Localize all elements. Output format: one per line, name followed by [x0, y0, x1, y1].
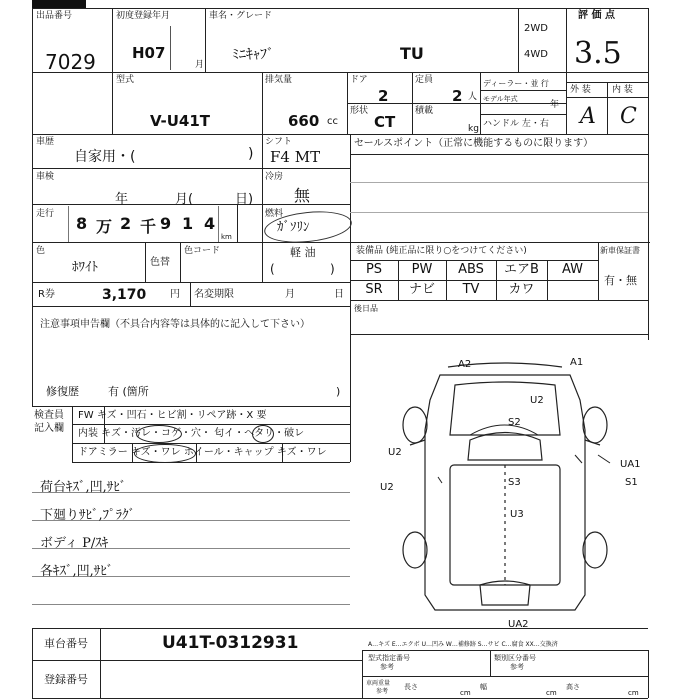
km-unit: km [221, 233, 232, 241]
chassis-label: 車台番号 [44, 637, 88, 650]
ref-model-label: 型式指定番号 [368, 654, 410, 662]
displacement-unit: cc [327, 116, 338, 127]
model-value: V-U41T [150, 112, 211, 130]
width-label: 幅 [480, 683, 487, 691]
diagram-mark: S2 [508, 417, 521, 428]
fuel-value: ｶﾞｿﾘﾝ [277, 220, 310, 235]
score-label: 評 価 点 [578, 10, 615, 21]
equipment-sr: SR [365, 282, 383, 297]
load-label: 積載 [415, 106, 434, 116]
diagram-mark: U2 [380, 482, 394, 493]
handwritten-note: ボディ P/ｽｷ [40, 536, 109, 551]
lot-number: 7029 [45, 50, 96, 74]
exterior-grade: A [580, 104, 596, 129]
displacement-label: 排気量 [265, 75, 293, 85]
capacity-unit: 人 [468, 92, 478, 102]
inspection-day-unit: 日) [235, 192, 254, 207]
shape-label: 形状 [350, 106, 369, 116]
inspection-month-unit: 月( [175, 192, 194, 207]
name-change-month: 月 [285, 289, 295, 300]
equipment-label: 装備品 (純正品に限り○をつけてください) [356, 246, 527, 256]
diagram-mark: S3 [508, 477, 521, 488]
name-change-day: 日 [334, 289, 344, 300]
shift-label: シフト [265, 137, 293, 147]
inspector-label-1: 検査員 [34, 410, 64, 421]
door-value: 2 [378, 87, 389, 105]
first-reg-value: H07 [132, 44, 166, 62]
color-value: ﾎﾜｲﾄ [72, 260, 98, 275]
equipment-airbag: エアB [504, 262, 539, 277]
handwritten-note: 各ｷｽﾞ,凹,ｻﾋﾞ [40, 564, 114, 579]
diagram-mark: A1 [570, 357, 584, 368]
vehicle-damage-diagram [370, 345, 660, 635]
first-reg-month-unit: 月 [195, 60, 205, 70]
inspector-row-interior: 内装 キズ・汚レ・コゲ・穴・ 匂イ・へタリ・破レ [78, 428, 305, 439]
sales-point-label: セールスポイント（正常に機能するものに限ります） [354, 138, 594, 149]
length-unit: cm [460, 689, 471, 697]
mileage-digit: 2 [120, 214, 132, 233]
history-value: 自家用・( [74, 149, 136, 165]
door-label: ドア [350, 75, 368, 85]
length-label: 長さ [404, 683, 418, 691]
handle-label: ハンドル 左・右 [483, 119, 549, 129]
ac-label: 冷房 [265, 172, 284, 182]
color-change-label: 色替 [150, 257, 170, 268]
lot-label: 出品番号 [36, 11, 73, 21]
diagram-legend: A…キズ E…エクボ U…凹み W…補修跡 S…サビ C…腐食 XX…交換済 [368, 641, 558, 648]
r-unit: 円 [170, 289, 180, 300]
r-label: R券 [38, 289, 55, 300]
diagram-mark: S1 [625, 477, 638, 488]
interior-label: 内 装 [612, 85, 633, 95]
fuel-paren-open: ( [270, 262, 275, 276]
mileage-digit: 4 [204, 214, 216, 233]
equipment-pw: PW [411, 262, 433, 277]
diagram-mark: U2 [530, 395, 544, 406]
capacity-label: 定員 [415, 75, 434, 85]
ref-weight-label: 車両重量 [366, 680, 391, 687]
equipment-ps: PS [365, 262, 383, 277]
grade: TU [400, 44, 424, 63]
history-close: ) [248, 146, 254, 162]
warranty-value: 有・無 [604, 274, 637, 287]
inspection-label: 車検 [36, 172, 55, 182]
mileage-digit: 9 [160, 214, 172, 233]
interior-grade: C [620, 104, 637, 129]
car-name-label: 車名・グレード [209, 11, 273, 21]
mileage-digit: 万 [96, 217, 113, 236]
handwritten-note: 下廻りｻﾋﾞ,ﾌﾟﾗｸﾞ [40, 508, 136, 523]
history-label: 車歴 [36, 137, 55, 147]
height-label: 高さ [566, 683, 580, 691]
equipment-abs: ABS [458, 262, 484, 277]
mileage-label: 走行 [36, 209, 55, 219]
car-name: ﾐﾆｷｬﾌﾞ [232, 47, 274, 63]
equipment-leather: カワ [508, 282, 535, 297]
ref-class-sub: 参考 [510, 663, 524, 671]
handwritten-note: 荷台ｷｽﾞ,凹,ｻﾋﾞ [40, 480, 127, 495]
dealer-label: ディーラー・並 行 [483, 79, 549, 88]
inspection-year-unit: 年 [115, 192, 129, 207]
model-year-unit: 年 [550, 100, 560, 110]
diagram-mark: UA2 [508, 619, 529, 630]
later-label: 後日品 [354, 304, 378, 313]
repair-value: 有 (箇所 [108, 385, 149, 398]
height-unit: cm [628, 689, 639, 697]
shift-value: F4 MT [270, 148, 321, 166]
fuel-paren-close: ) [330, 262, 335, 276]
repair-label: 修復歴 [46, 385, 79, 398]
width-unit: cm [546, 689, 557, 697]
exterior-label: 外 装 [570, 85, 591, 95]
ac-value: 無 [294, 186, 311, 205]
mileage-digit: 1 [182, 214, 194, 233]
drive-2wd: 2WD [524, 23, 548, 34]
diagram-mark: A2 [458, 359, 472, 370]
diagram-mark: UA1 [620, 459, 641, 470]
first-reg-label: 初度登録年月 [116, 11, 171, 21]
diagram-mark: U3 [510, 509, 524, 520]
diagram-mark: U2 [388, 447, 402, 458]
inspector-row-fw: FW キズ・凹石・ヒビ割・リペア跡・X 要 [78, 410, 267, 421]
r-value: 3,170 [102, 287, 147, 303]
ref-weight-sub: 参考 [376, 688, 389, 695]
notes-label: 注意事項申告欄（不具合内容等は具体的に記入して下さい） [40, 319, 310, 330]
mileage-digit: 千 [140, 217, 157, 236]
ref-class-label: 類別区分番号 [494, 654, 536, 662]
color-code-label: 色コード [184, 246, 221, 256]
equipment-tv: TV [462, 282, 480, 297]
inspector-label-2: 記入欄 [34, 423, 64, 434]
score-value: 3.5 [574, 36, 622, 71]
name-change-label: 名変期限 [194, 289, 234, 300]
inspector-row-mirror: ドアミラー キズ・ワレ ホイール・キャップ キズ・ワレ [78, 447, 327, 458]
model-year-label: モデル年式 [483, 95, 518, 103]
mileage-digit: 8 [76, 214, 88, 233]
equipment-navi: ナビ [408, 282, 435, 297]
diesel-label: 軽 油 [290, 246, 316, 259]
load-unit: kg [468, 124, 479, 134]
warranty-label: 新車保証書 [600, 246, 640, 255]
drive-4wd: 4WD [524, 49, 548, 60]
repair-close: ) [336, 385, 341, 398]
fuel-label: 燃料 [265, 209, 284, 219]
chassis-number: U41T-0312931 [162, 633, 299, 653]
model-label: 型式 [116, 75, 135, 85]
equipment-aw: AW [561, 262, 584, 277]
displacement-value: 660 [288, 112, 320, 130]
shape-value: CT [374, 113, 396, 131]
registration-label: 登録番号 [44, 673, 88, 686]
color-label: 色 [36, 246, 46, 256]
capacity-value: 2 [452, 87, 463, 105]
ref-model-sub: 参考 [380, 663, 394, 671]
